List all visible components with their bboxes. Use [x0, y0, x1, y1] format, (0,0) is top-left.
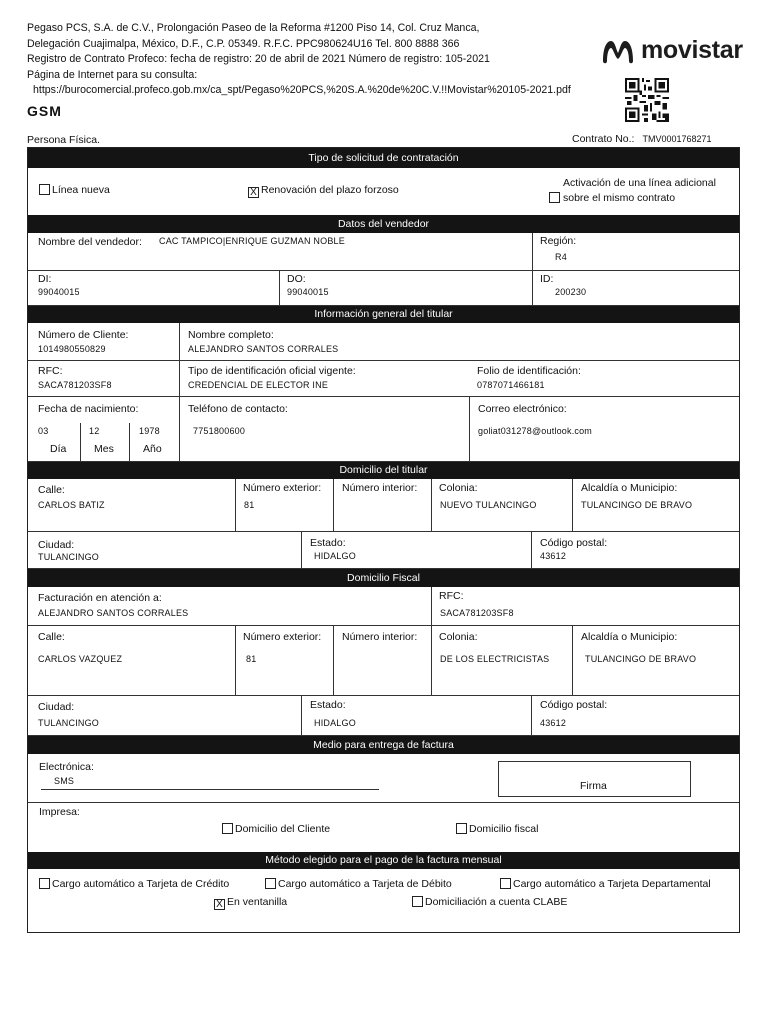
mes-value: 12 — [89, 426, 100, 436]
dom-estado-value: HIDALGO — [314, 551, 356, 561]
field-label: Calle: — [38, 631, 65, 643]
qr-code-icon[interactable] — [625, 78, 669, 122]
telefono-cell — [180, 397, 470, 462]
vendedor-id-cell — [533, 271, 739, 306]
field-label: Región: — [540, 235, 577, 247]
section-entrega-title: Medio para entrega de factura — [28, 736, 739, 754]
field-label: Fecha de nacimiento: — [38, 403, 139, 415]
electronica-underline — [41, 789, 379, 790]
field-label: DO: — [287, 273, 306, 285]
mes-label: Mes — [94, 443, 114, 455]
field-label: RFC: — [38, 365, 63, 377]
field-label: Estado: — [310, 537, 346, 549]
movistar-m-icon — [600, 37, 636, 65]
field-label: Colonia: — [439, 631, 478, 643]
dom-ext-value: 81 — [244, 500, 255, 510]
field-label: Número exterior: — [243, 631, 322, 643]
field-label: ID: — [540, 273, 554, 285]
field-label: Número interior: — [342, 482, 418, 494]
rfc-cell — [28, 361, 180, 397]
fiscal-ciudad-value: TULANCINGO — [38, 718, 100, 728]
firma-box[interactable] — [498, 761, 691, 797]
contract-number — [572, 133, 712, 145]
contract-form — [27, 147, 740, 933]
checkbox-unchecked[interactable] — [549, 192, 560, 203]
section-vendedor-title: Datos del vendedor — [28, 215, 739, 233]
fiscal-ext-cell — [236, 626, 334, 696]
option-tarjeta-debito[interactable] — [265, 878, 452, 890]
option-label: Domiciliación a cuenta CLABE — [425, 896, 568, 908]
field-label: Alcaldía o Municipio: — [581, 631, 678, 643]
field-label: Código postal: — [540, 699, 608, 711]
option-activacion[interactable] — [549, 184, 562, 203]
fiscal-calle-value: CARLOS VAZQUEZ — [38, 654, 123, 664]
checkbox-unchecked[interactable] — [39, 184, 50, 195]
dom-colonia-value: NUEVO TULANCINGO — [440, 500, 537, 510]
fiscal-colonia-value: DE LOS ELECTRICISTAS — [440, 654, 550, 664]
checkbox-unchecked[interactable] — [265, 878, 276, 889]
fiscal-cp-value: 43612 — [540, 718, 567, 728]
checkbox-unchecked[interactable] — [456, 823, 467, 834]
fiscal-municipio-value: TULANCINGO DE BRAVO — [585, 654, 697, 664]
option-activacion-label — [563, 176, 716, 206]
option-label: Línea nueva — [52, 184, 110, 196]
dom-cp-cell — [532, 532, 739, 569]
option-label: Cargo automático a Tarjeta Departamental — [513, 878, 711, 890]
vendedor-id-value: 200230 — [555, 287, 587, 297]
divider — [129, 423, 130, 461]
field-label: Calle: — [38, 484, 65, 496]
fiscal-estado-value: HIDALGO — [314, 718, 356, 728]
option-label: Cargo automático a Tarjeta de Crédito — [52, 878, 230, 890]
anio-value: 1978 — [139, 426, 160, 436]
contract-label: Contrato No.: — [572, 133, 635, 145]
dia-value: 03 — [38, 426, 49, 436]
section-domicilio-title: Domicilio del titular — [28, 462, 739, 479]
firma-label: Firma — [580, 780, 607, 792]
header-line-1: Pegaso PCS, S.A. de C.V., Prolongación Paseo de la Reforma #1200 Piso 14, Col. Cruz Manca, — [27, 22, 480, 34]
section-fiscal-title: Domicilio Fiscal — [28, 569, 739, 587]
field-label: Nombre completo: — [188, 329, 274, 341]
fiscal-ext-value: 81 — [246, 654, 257, 664]
fiscal-cp-cell — [532, 696, 739, 736]
vendedor-do-cell — [280, 271, 533, 306]
fiscal-int-cell — [334, 626, 432, 696]
option-linea-nueva[interactable] — [39, 184, 110, 196]
vendedor-region-cell — [533, 233, 739, 271]
field-label: Correo electrónico: — [478, 403, 567, 415]
company-header — [27, 21, 627, 99]
tipo-id-value: CREDENCIAL DE ELECTOR INE — [188, 380, 329, 390]
fiscal-rfc-cell — [432, 587, 739, 626]
fiscal-ciudad-cell — [28, 696, 302, 736]
movistar-logo — [600, 36, 743, 65]
dom-calle-cell — [28, 479, 236, 532]
electronica-label: Electrónica: — [39, 761, 94, 773]
dom-ciudad-value: TULANCINGO — [38, 552, 100, 562]
field-label: Número de Cliente: — [38, 329, 129, 341]
brand-name: movistar — [641, 36, 743, 64]
field-label: Número interior: — [342, 631, 418, 643]
checkbox-unchecked[interactable] — [39, 878, 50, 889]
contract-value: TMV0001768271 — [642, 134, 712, 144]
fiscal-facturacion-cell — [28, 587, 432, 626]
anio-label: Año — [143, 443, 162, 455]
correo-value: goliat031278@outlook.com — [478, 426, 593, 436]
impresa-label: Impresa: — [39, 806, 80, 818]
field-label: Estado: — [310, 699, 346, 711]
field-label: Folio de identificación: — [477, 365, 581, 377]
header-line-4: Página de Internet para su consulta: — [27, 68, 198, 81]
correo-cell — [470, 397, 739, 462]
rfc-value: SACA781203SF8 — [38, 380, 112, 390]
dom-colonia-cell — [432, 479, 573, 532]
checkbox-unchecked[interactable] — [412, 896, 423, 907]
field-label: DI: — [38, 273, 52, 285]
option-label: Renovación del plazo forzoso — [261, 184, 399, 196]
header-line-2: Delegación Cuajimalpa, México, D.F., C.P. 05349. R.F.C. PPC980624U16 Tel. 800 8888 366 — [27, 37, 460, 50]
vendedor-di-cell — [28, 271, 280, 306]
option-tarjeta-departamental[interactable] — [500, 878, 711, 890]
vendedor-do-value: 99040015 — [287, 287, 329, 297]
checkbox-checked[interactable]: X — [248, 187, 259, 198]
field-label: Nombre del vendedor: — [38, 236, 142, 248]
dom-municipio-value: TULANCINGO DE BRAVO — [581, 500, 693, 510]
dom-municipio-cell — [573, 479, 739, 532]
option-label-line1: Activación de una línea adicional — [563, 177, 716, 189]
option-label: Cargo automático a Tarjeta de Débito — [278, 878, 452, 890]
vendedor-nombre-cell — [28, 233, 533, 271]
field-label: Ciudad: — [38, 701, 75, 713]
option-domicilio-cliente[interactable] — [222, 823, 330, 835]
field-label: Alcaldía o Municipio: — [581, 482, 678, 494]
vendedor-di-value: 99040015 — [38, 287, 80, 297]
fiscal-rfc-value: SACA781203SF8 — [440, 608, 514, 618]
field-label: Número exterior: — [243, 482, 322, 494]
field-label: Colonia: — [439, 482, 478, 494]
section-titular-title: Información general del titular — [28, 306, 739, 323]
folio-value: 0787071466181 — [477, 380, 545, 390]
cliente-value: 1014980550829 — [38, 344, 106, 354]
fiscal-calle-cell — [28, 626, 236, 696]
dom-int-cell — [334, 479, 432, 532]
fecha-nacimiento-cell — [28, 397, 180, 462]
cliente-cell — [28, 323, 180, 361]
divider — [80, 423, 81, 461]
telefono-value: 7751800600 — [193, 426, 246, 436]
header-line-3: Registro de Contrato Profeco: fecha de registro: 20 de abril de 2021 Número de registro: 105-2021 — [27, 53, 490, 65]
checkbox-unchecked[interactable] — [222, 823, 233, 834]
nombre-completo-cell — [180, 323, 739, 361]
dom-ext-cell — [236, 479, 334, 532]
field-label: Facturación en atención a: — [38, 592, 162, 604]
nombre-completo-value: ALEJANDRO SANTOS CORRALES — [188, 344, 339, 354]
checkbox-unchecked[interactable] — [500, 878, 511, 889]
option-label: Domicilio fiscal — [469, 823, 539, 835]
vendedor-region-value: R4 — [555, 252, 567, 262]
divider — [28, 802, 739, 803]
checkbox-checked[interactable]: X — [214, 899, 225, 910]
field-label: Tipo de identificación oficial vigente: — [188, 365, 356, 377]
dom-calle-value: CARLOS BATIZ — [38, 500, 105, 510]
fiscal-facturacion-value: ALEJANDRO SANTOS CORRALES — [38, 608, 189, 618]
gsm-logo: GSM — [27, 103, 62, 119]
electronica-value: SMS — [54, 776, 75, 786]
option-label-line2: sobre el mismo contrato — [563, 192, 676, 204]
fiscal-municipio-cell — [573, 626, 739, 696]
section-solicitud-title: Tipo de solicitud de contratación — [28, 148, 739, 168]
field-label: Ciudad: — [38, 539, 75, 551]
section-pago-title: Método elegido para el pago de la factura mensual — [28, 852, 739, 869]
field-label: RFC: — [439, 590, 464, 602]
fiscal-colonia-cell — [432, 626, 573, 696]
option-domicilio-fiscal[interactable] — [456, 823, 538, 835]
identificacion-cell — [180, 361, 739, 397]
dom-estado-cell — [302, 532, 532, 569]
option-en-ventanilla[interactable] — [214, 896, 287, 910]
vendedor-nombre-value: CAC TAMPICO|ENRIQUE GUZMAN NOBLE — [159, 236, 345, 246]
dom-ciudad-cell — [28, 532, 302, 569]
option-domiciliacion-clabe[interactable] — [412, 896, 567, 908]
fiscal-estado-cell — [302, 696, 532, 736]
option-renovacion[interactable] — [248, 184, 399, 198]
option-label: Domicilio del Cliente — [235, 823, 331, 835]
dom-cp-value: 43612 — [540, 551, 567, 561]
dia-label: Día — [50, 443, 67, 455]
option-tarjeta-credito[interactable] — [39, 878, 229, 890]
profeco-url[interactable]: https://burocomercial.profeco.gob.mx/ca_spt/Pegaso%20PCS,%20S.A.%20de%20C.V.!!Movistar%20105-2021.pdf — [33, 84, 571, 96]
field-label: Teléfono de contacto: — [188, 403, 288, 415]
field-label: Código postal: — [540, 537, 608, 549]
persona-type: Persona Física. — [27, 134, 100, 146]
option-label: En ventanilla — [227, 896, 288, 908]
